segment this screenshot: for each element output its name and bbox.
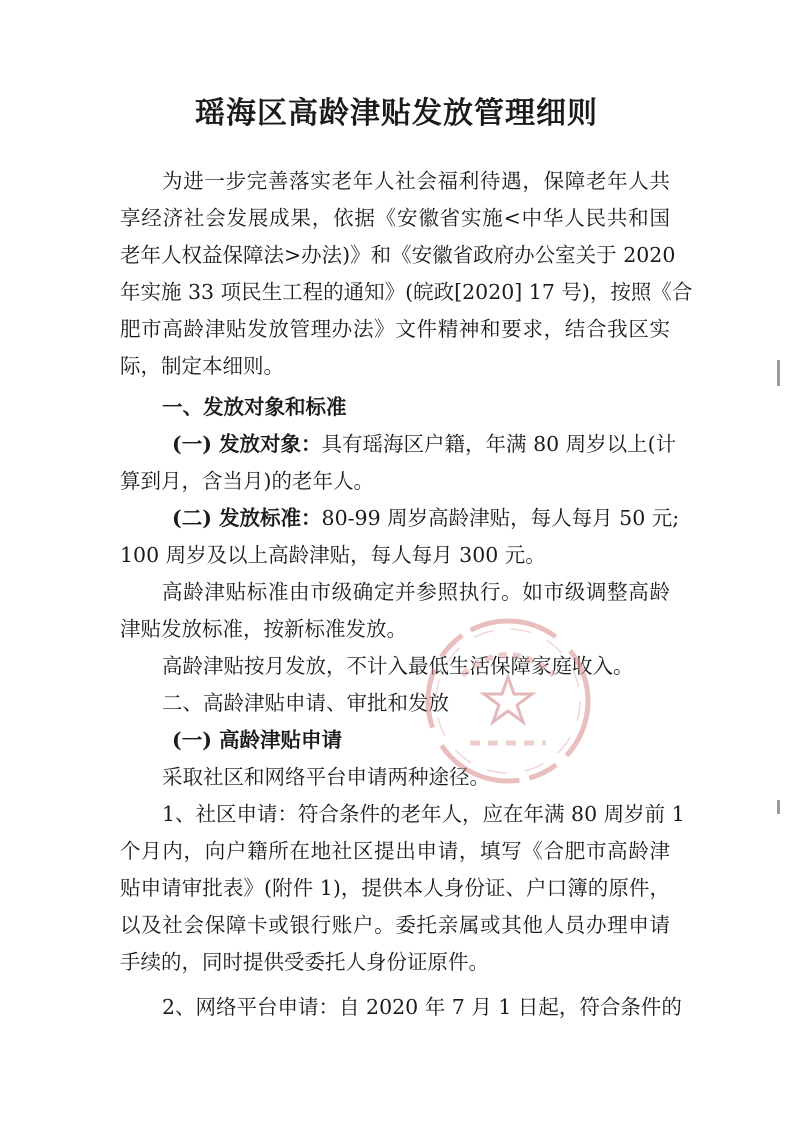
document-title: 瑶海区高龄津贴发放管理细则 <box>195 96 598 131</box>
paragraph-line: 贴申请审批表》(附件 1)，提供本人身份证、户口簿的原件， <box>120 876 670 900</box>
paragraph-line: 为进一步完善落实老年人社会福利待遇，保障老年人共 <box>162 169 670 193</box>
paragraph-line: 际，制定本细则。 <box>120 354 284 378</box>
scan-edge-mark <box>777 360 780 386</box>
paragraph-line: 算到月，含当月)的老年人。 <box>120 469 374 493</box>
paragraph-line <box>172 429 677 459</box>
paragraph-line: 高龄津贴按月发放，不计入最低生活保障家庭收入。 <box>162 654 634 678</box>
paragraph-line: 老年人权益保障法>办法)》和《安徽省政府办公室关于 2020 <box>120 243 676 267</box>
paragraph-line: 享经济社会发展成果，依据《安徽省实施<中华人民共和国 <box>120 206 670 230</box>
official-seal <box>422 615 594 787</box>
subsection-heading: (一) 高龄津贴申请 <box>172 728 343 752</box>
paragraph-line: 1、社区申请：符合条件的老年人，应在年满 80 周岁前 1 <box>162 802 685 826</box>
paragraph-line: 高龄津贴标准由市级确定并参照执行。如市级调整高龄 <box>162 580 670 604</box>
paragraph-line: 100 周岁及以上高龄津贴，每人每月 300 元。 <box>120 543 546 567</box>
paragraph-line: 以及社会保障卡或银行账户。委托亲属或其他人员办理申请 <box>120 913 670 937</box>
section-heading: 二、高龄津贴申请、审批和发放 <box>162 691 449 715</box>
scan-edge-mark <box>777 800 780 814</box>
subheading-text: 80-99 周岁高龄津贴，每人每月 50 元; <box>321 506 680 530</box>
section-heading: 一、发放对象和标准 <box>162 395 347 419</box>
subheading-label: (二) 发放标准： <box>172 506 322 530</box>
paragraph-line: 采取社区和网络平台申请两种途径。 <box>162 765 490 789</box>
paragraph-line <box>172 503 680 533</box>
paragraph-line: 2、网络平台申请：自 2020 年 7 月 1 日起，符合条件的 <box>162 995 682 1019</box>
paragraph-line: 年实施 33 项民生工程的通知》(皖政[2020] 17 号)，按照《合 <box>120 280 693 304</box>
paragraph-line: 手续的，同时提供受委托人身份证原件。 <box>120 950 489 974</box>
paragraph-line: 个月内，向户籍所在地社区提出申请，填写《合肥市高龄津 <box>120 839 670 863</box>
subheading-text: 具有瑶海区户籍，年满 80 周岁以上(计 <box>321 432 677 456</box>
subheading-label: (一) 发放对象： <box>172 432 322 456</box>
paragraph-line: 肥市高龄津贴发放管理办法》文件精神和要求，结合我区实 <box>120 317 670 341</box>
paragraph-line: 津贴发放标准，按新标准发放。 <box>120 617 407 641</box>
star-icon <box>484 677 532 722</box>
